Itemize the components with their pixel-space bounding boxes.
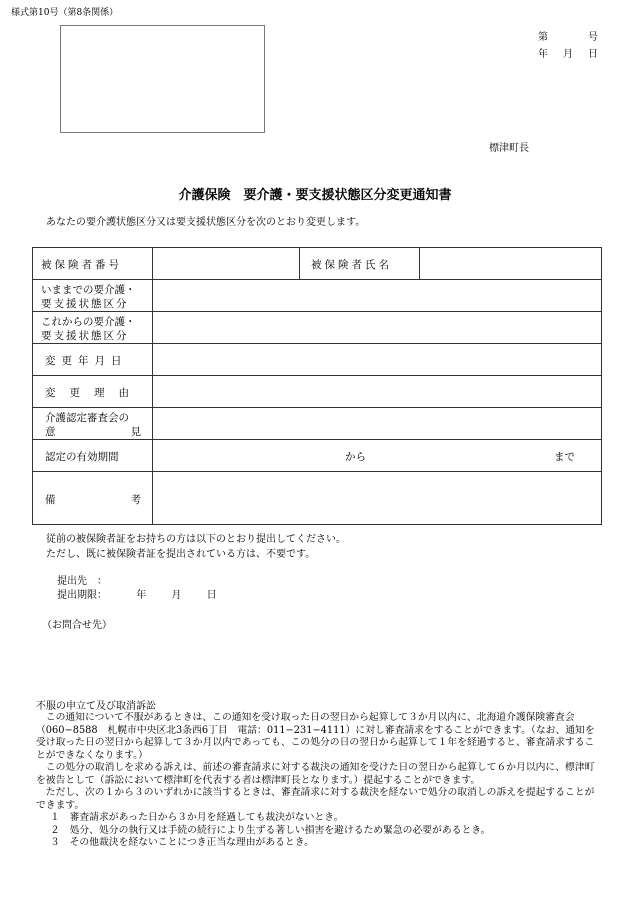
valid-until-label: まで [554,451,575,463]
appeal-paragraph-3: ただし、次の１から３のいずれかに該当するときは、審査請求に対する裁決を経ないで処分の取消しの訴えを提起することができます。 [36,787,595,811]
table-row-prev-level [33,280,601,312]
submit-to-label: 提出先 ： [57,576,107,587]
notice-table [32,247,602,525]
deadline-day: 日 [206,590,217,601]
issuer: 標津町長 [489,143,529,154]
insured-number-label: 被保険者番号 [41,259,122,271]
date-day: 日 [588,49,598,60]
form-code: 様式第10号（第8条関係） [11,8,119,18]
table-row-committee [33,408,601,440]
photo-box [60,25,265,133]
table-row-valid-period [33,440,601,472]
date-month: 月 [563,49,573,60]
prev-level-label-2: 要支援状態区分 [41,298,129,310]
committee-char-b: 見 [130,426,141,438]
deadline-month: 月 [171,590,182,601]
committee-char-a: 意 [45,426,56,438]
remarks-label [45,492,141,507]
appeal-paragraph-1: この通知について不服があるときは、この通知を受け取った日の翌日から起算して３か月以内に、北海道介護保険審査会（060−8588 札幌市中央区北3条西6丁目 電話：011−231−4111）に対し審査請求をすることができます。（なお、通知を受け取った日の翌日から起算して３か月以内であっても、この処分の日の翌日から起算して１年を経過すると、審査請求することができなくなります。） [36,712,595,761]
remarks-char-b: 考 [130,494,141,506]
submission-note-2: ただし、既に被保険者証を提出されている方は、不要です。 [46,549,316,560]
document-number-label [538,28,598,43]
table-row-change-reason [33,376,601,408]
deadline-label: 提出期限： [57,590,107,601]
deadline-row [57,586,217,601]
committee-label-2 [45,424,141,439]
table-divider [299,248,300,279]
date-year: 年 [538,49,548,60]
table-row-new-level [33,312,601,344]
number-suffix: 号 [588,32,598,43]
table-divider [419,248,420,279]
table-row-remarks [33,472,601,524]
issue-date-label [538,45,598,60]
valid-period-label: 認定の有効期間 [45,451,119,463]
prev-level-label-1: いままでの要介護・ [41,284,136,296]
table-row-insured [33,248,601,280]
change-date-label: 変更年月日 [45,355,128,367]
deadline-year: 年 [136,590,147,601]
change-reason-label: 変更理由 [45,387,143,399]
committee-label-1: 介護認定審査会の [45,412,129,424]
new-level-label-2: 要支援状態区分 [41,330,129,342]
inquiry-label: （お問合せ先） [42,620,112,631]
valid-from-label: から [345,451,366,463]
remarks-char-a: 備 [45,494,56,506]
table-row-change-date [33,344,601,376]
appeal-text [36,712,602,850]
intro-text: あなたの要介護状態区分又は要支援状態区分を次のとおり変更します。 [46,217,366,228]
insured-name-label: 被保険者氏名 [311,259,392,271]
appeal-heading: 不服の申立て及び取消訴訟 [36,701,156,712]
number-prefix: 第 [538,32,548,43]
appeal-item-2: ２ 処分、処分の執行又は手続の続行により生ずる著しい損害を避けるため緊急の必要があるとき。 [50,824,491,836]
appeal-paragraph-2: この処分の取消しを求める訴えは、前述の審査請求に対する裁決の通知を受けた日の翌日から起算して６か月以内に、標津町を被告として（訴訟において標津町を代表する者は標津町長となります。）提起することができます。 [36,762,595,786]
submission-note-1: 従前の被保険者証をお持ちの方は以下のとおり提出してください。 [46,534,346,545]
document-title: 介護保険 要介護・要支援状態区分変更通知書 [178,188,452,203]
new-level-label-1: これからの要介護・ [41,316,136,328]
appeal-item-1: １ 審査請求があった日から３か月を経過しても裁決がないとき。 [50,812,344,823]
appeal-item-3: ３ その他裁決を経ないことにつき正当な理由があるとき。 [50,837,314,848]
